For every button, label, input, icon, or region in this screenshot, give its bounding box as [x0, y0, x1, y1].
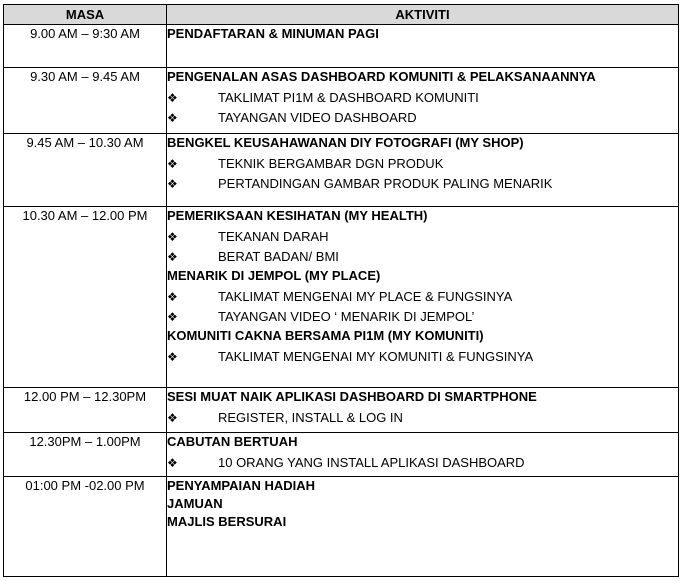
list-item: [167, 154, 678, 174]
activity-heading: SESI MUAT NAIK APLIKASI DASHBOARD DI SMARTPHONE: [167, 389, 537, 404]
table-row: [4, 25, 679, 68]
activity-heading: KOMUNITI CAKNA BERSAMA PI1M (MY KOMUNITI): [167, 328, 484, 343]
sub-item-text: TAKLIMAT MENGENAI MY PLACE & FUNGSINYA: [218, 289, 513, 304]
sub-item-list: [167, 408, 678, 428]
diamond-bullet-icon: ❖: [167, 230, 178, 244]
activity-cell: [167, 134, 679, 207]
time-cell: [4, 477, 167, 577]
time-cell: [4, 207, 167, 388]
time-cell: [4, 388, 167, 433]
time-text: 9.00 AM – 9:30 AM: [30, 26, 140, 41]
list-item: [167, 408, 678, 428]
time-text: 9.30 AM – 9.45 AM: [30, 69, 140, 84]
time-cell: [4, 433, 167, 477]
activity-heading: PENGENALAN ASAS DASHBOARD KOMUNITI & PELAKSANAANNYA: [167, 69, 596, 84]
activity-heading: MAJLIS BERSURAI: [167, 514, 287, 529]
time-text: 12.30PM – 1.00PM: [29, 434, 141, 449]
list-item: [167, 227, 678, 247]
diamond-bullet-icon: ❖: [167, 350, 178, 364]
schedule-body: [4, 25, 679, 577]
time-text: 9.45 AM – 10.30 AM: [26, 135, 144, 150]
activity-cell: [167, 25, 679, 68]
diamond-bullet-icon: ❖: [167, 157, 178, 171]
header-activity: AKTIVITI: [167, 5, 679, 25]
time-cell: [4, 25, 167, 68]
activity-heading: JAMUAN: [167, 496, 223, 511]
table-row: [4, 134, 679, 207]
sub-item-text: TEKNIK BERGAMBAR DGN PRODUK: [218, 156, 444, 171]
activity-heading: PENYAMPAIAN HADIAH: [167, 478, 316, 493]
sub-item-text: TAKLIMAT PI1M & DASHBOARD KOMUNITI: [218, 90, 479, 105]
table-row: [4, 68, 679, 134]
diamond-bullet-icon: ❖: [167, 290, 178, 304]
time-text: 12.00 PM – 12.30PM: [23, 389, 147, 404]
header-row: [4, 5, 679, 25]
time-cell: [4, 68, 167, 134]
diamond-bullet-icon: ❖: [167, 411, 178, 425]
activity-cell: [167, 388, 679, 433]
table-row: [4, 207, 679, 388]
sub-item-text: TAYANGAN VIDEO DASHBOARD: [218, 110, 417, 125]
list-item: [167, 347, 678, 367]
activity-cell: [167, 433, 679, 477]
time-text: 10.30 AM – 12.00 PM: [22, 208, 148, 223]
header-time: MASA: [4, 5, 167, 25]
sub-item-text: REGISTER, INSTALL & LOG IN: [218, 410, 403, 425]
sub-item-text: TAKLIMAT MENGENAI MY KOMUNITI & FUNGSINYA: [218, 349, 534, 364]
activity-heading: PEMERIKSAAN KESIHATAN (MY HEALTH): [167, 208, 428, 223]
sub-item-list: [167, 154, 678, 194]
sub-item-text: TEKANAN DARAH: [218, 229, 329, 244]
sub-item-list: [167, 227, 678, 267]
diamond-bullet-icon: ❖: [167, 456, 178, 470]
diamond-bullet-icon: ❖: [167, 177, 178, 191]
sub-item-list: [167, 88, 678, 128]
schedule-table: [3, 4, 679, 577]
activity-heading: PENDAFTARAN & MINUMAN PAGI: [167, 26, 379, 41]
list-item: [167, 307, 678, 327]
sub-item-text: TAYANGAN VIDEO ‘ MENARIK DI JEMPOL’: [218, 309, 475, 324]
activity-heading: BENGKEL KEUSAHAWANAN DIY FOTOGRAFI (MY SHOP): [167, 135, 524, 150]
diamond-bullet-icon: ❖: [167, 250, 178, 264]
table-row: [4, 388, 679, 433]
activity-cell: [167, 477, 679, 577]
diamond-bullet-icon: ❖: [167, 91, 178, 105]
activity-heading: MENARIK DI JEMPOL (MY PLACE): [167, 268, 381, 283]
list-item: [167, 174, 678, 194]
sub-item-list: [167, 287, 678, 327]
list-item: [167, 108, 678, 128]
diamond-bullet-icon: ❖: [167, 111, 178, 125]
sub-item-text: BERAT BADAN/ BMI: [218, 249, 339, 264]
activity-cell: [167, 68, 679, 134]
activity-heading: CABUTAN BERTUAH: [167, 434, 298, 449]
list-item: [167, 453, 678, 473]
list-item: [167, 88, 678, 108]
sub-item-list: [167, 453, 678, 473]
table-row: [4, 433, 679, 477]
list-item: [167, 247, 678, 267]
time-text: 01:00 PM -02.00 PM: [25, 478, 145, 493]
activity-cell: [167, 207, 679, 388]
sub-item-list: [167, 347, 678, 367]
sub-item-text: 10 ORANG YANG INSTALL APLIKASI DASHBOARD: [218, 455, 525, 470]
sub-item-text: PERTANDINGAN GAMBAR PRODUK PALING MENARIK: [218, 176, 553, 191]
list-item: [167, 287, 678, 307]
diamond-bullet-icon: ❖: [167, 310, 178, 324]
time-cell: [4, 134, 167, 207]
table-row: [4, 477, 679, 577]
